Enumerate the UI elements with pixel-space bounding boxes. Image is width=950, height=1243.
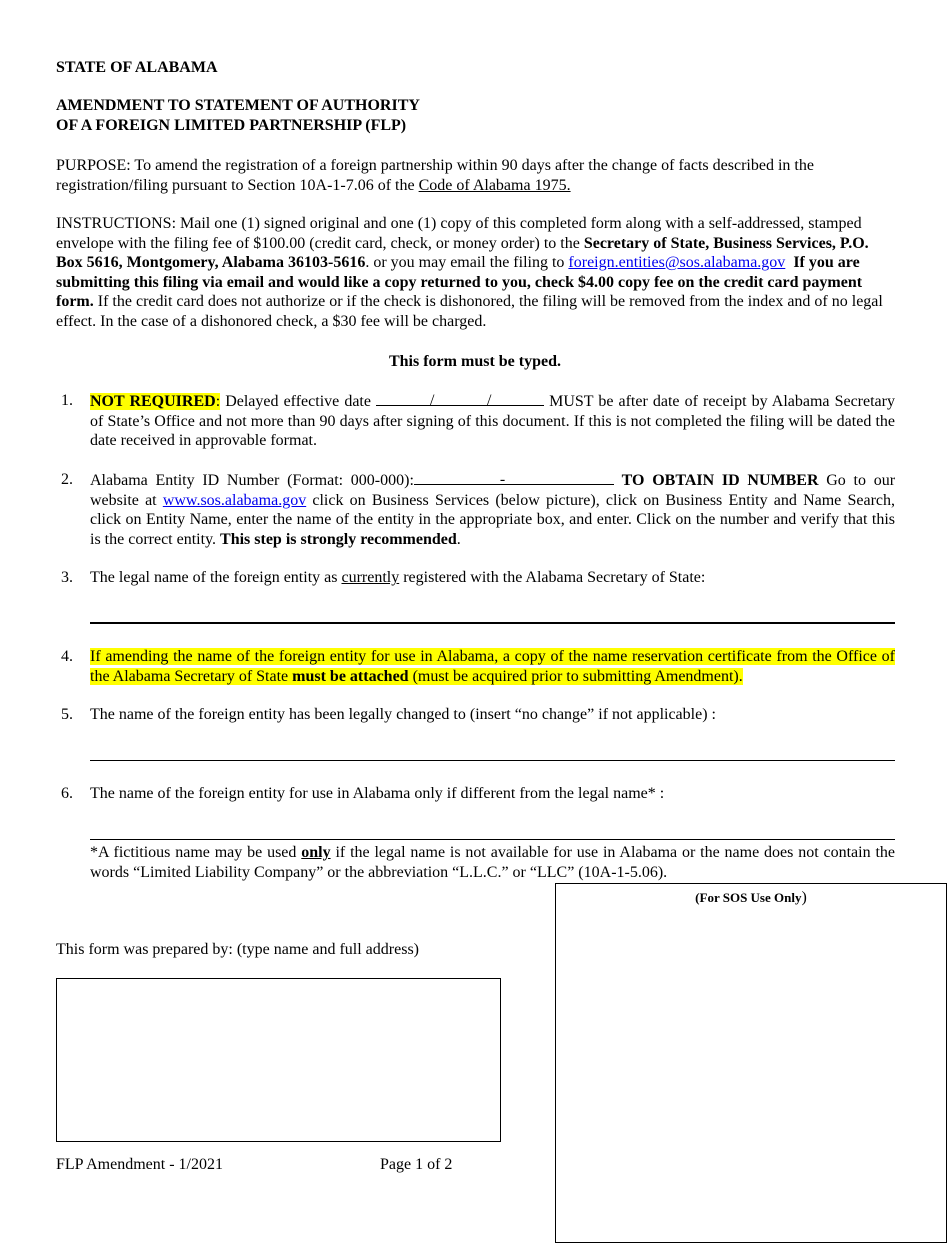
email-link[interactable]: foreign.entities@sos.alabama.gov [568, 254, 786, 271]
state-heading: STATE OF ALABAMA [56, 59, 218, 76]
currently-underlined: currently [341, 569, 400, 586]
fictitious-name-footnote [90, 843, 895, 882]
obtain-id-heading: TO OBTAIN ID NUMBER [621, 472, 819, 489]
sos-website-link[interactable]: www.sos.alabama.gov [162, 491, 307, 509]
footnote-only: only [301, 844, 331, 861]
not-required-colon: : [215, 393, 221, 410]
footnote-text-2: if the legal name is not available for use in Alabama or the name does not contain the words “Limited Liability Company” or the abbreviation “L.L.C.” or “LLC” (10A-1-5.06). [90, 844, 896, 881]
item-6-text: The name of the foreign entity for use in Alabama only if different from the legal name* : [90, 785, 665, 802]
entity-id-label: Alabama Entity ID Number (Format: 000-000): [90, 472, 414, 489]
changed-name-line[interactable] [90, 760, 895, 761]
mailing-address: Secretary of State, Business Services, P.O. Box 5616, Montgomery, Alabama 36103-5616 [56, 234, 869, 271]
item-2-number: 2. [61, 471, 73, 488]
must-be-typed-notice: This form must be typed. [388, 353, 561, 370]
item-1-number: 1. [61, 392, 73, 409]
sos-use-box [555, 883, 947, 1243]
item-3-number: 3. [61, 569, 73, 586]
date-slash-1: / [430, 392, 435, 409]
not-required-badge: NOT REQUIRED [90, 393, 216, 410]
item-3-text-2: registered with the Alabama Secretary of State: [399, 569, 706, 586]
entity-id-field[interactable] [414, 470, 614, 488]
item-5-number: 5. [61, 706, 73, 723]
prepared-by-box[interactable] [56, 978, 501, 1142]
instructions-text-2: . or you may email the filing to [365, 254, 569, 271]
item-5-text: The name of the foreign entity has been legally changed to (insert “no change” if not applicable) : [90, 706, 716, 723]
item-2-text [90, 470, 895, 549]
alabama-name-line[interactable] [90, 839, 895, 840]
code-of-alabama-link: Code of Alabama 1975. [418, 176, 571, 194]
purpose-paragraph [56, 156, 896, 195]
item-2-period: . [456, 530, 461, 548]
must-be-attached: must be attached [292, 667, 409, 685]
item-4-text [90, 647, 895, 686]
item-4-text-2: (must be acquired prior to submitting Amendment). [408, 667, 743, 685]
purpose-text: PURPOSE: To amend the registration of a foreign partnership within 90 days after the change of facts described in the registration/filing pursuant to Section 10A-1-7.06 of the [56, 157, 814, 194]
date-slash-2: / [487, 392, 492, 409]
form-title-line2: OF A FOREIGN LIMITED PARTNERSHIP (FLP) [56, 117, 407, 134]
instructions-paragraph [56, 214, 896, 331]
legal-name-line[interactable] [90, 622, 895, 624]
item-1-text [90, 391, 895, 451]
item-2-text-1: Go to our website at [90, 472, 896, 509]
prepared-by-label: This form was prepared by: (type name and full address) [56, 941, 419, 958]
sos-use-label [556, 884, 946, 908]
item-3-text-1: The legal name of the foreign entity as [90, 569, 342, 586]
item-4-number: 4. [61, 648, 73, 665]
item-4-text-1: If amending the name of the foreign entity for use in Alabama, a copy of the name reservation certificate from the Office of the Alabama Secretary of State [90, 648, 895, 685]
strongly-recommended: This step is strongly recommended [220, 530, 457, 548]
footnote-text-1: *A fictitious name may be used [90, 844, 302, 861]
email-copy-notice: If you are submitting this filing via email and would like a copy returned to you, check $4.00 copy fee on the credit card payment form. [56, 254, 863, 310]
sos-use-paren: ) [801, 889, 807, 906]
item-1-description: MUST be after date of receipt by Alabama Secretary of State’s Office and not more than 90 days after signing of this document. If this is not completed the filing will be dated the date received in approvable format. [90, 393, 895, 449]
instructions-text-3: If the credit card does not authorize or if the check is dishonored, the filing will be removed from the index and of no legal effect. In the case of a dishonored check, a $30 fee will be charged. [56, 293, 883, 330]
effective-date-field[interactable] [376, 391, 544, 409]
item-1-label: Delayed effective date [220, 393, 377, 410]
item-6-number: 6. [61, 785, 73, 802]
form-title-line1: AMENDMENT TO STATEMENT OF AUTHORITY [56, 97, 420, 114]
page-number: Page 1 of 2 [380, 1156, 453, 1173]
item-2-text-2: click on Business Services (below picture), click on Business Entity and Name Search, click on Entity Name, enter the name of the entity in the appropriate box, and enter. Click on the number and verify that this is the correct entity. [90, 491, 896, 548]
sos-use-label-text: (For SOS Use Only [695, 890, 802, 905]
form-id-footer: FLP Amendment - 1/2021 [56, 1156, 223, 1173]
instructions-text-1: INSTRUCTIONS: Mail one (1) signed original and one (1) copy of this completed form along with a self-addressed, stamped envelope with the filing fee of $100.00 (credit card, check, or money order) to the [56, 215, 862, 252]
item-3-text [90, 568, 895, 588]
entity-id-dash: - [499, 471, 506, 488]
